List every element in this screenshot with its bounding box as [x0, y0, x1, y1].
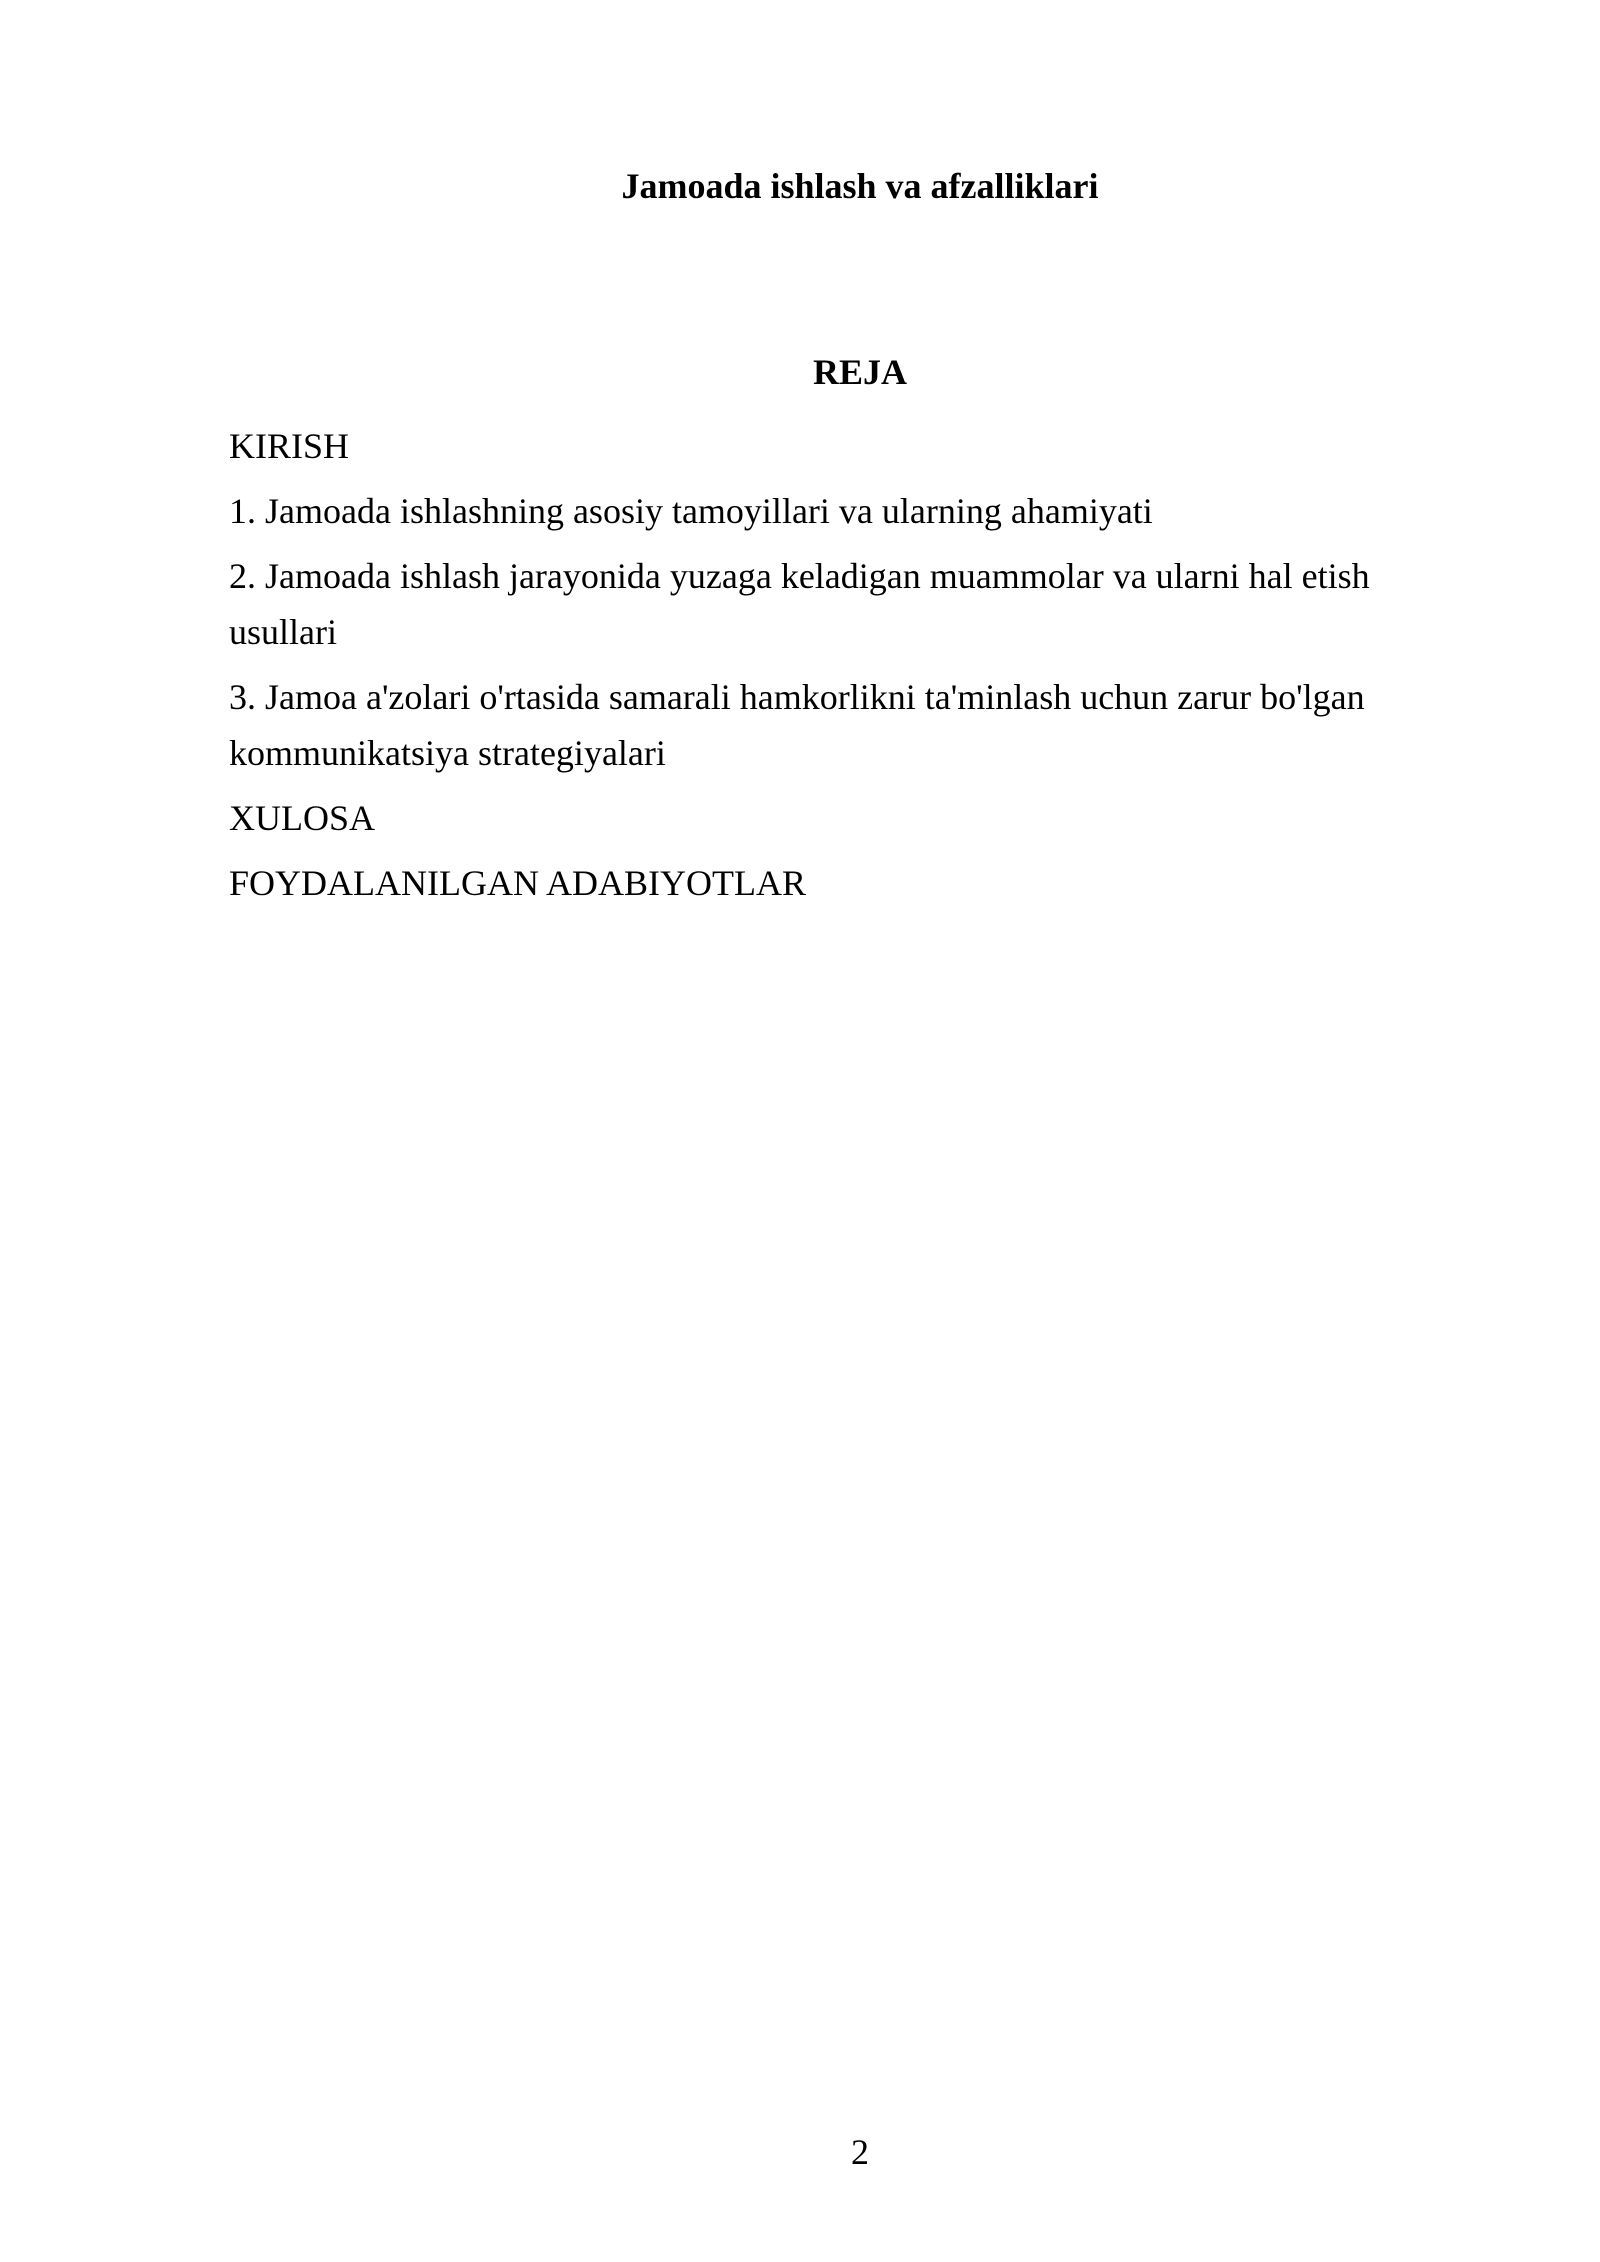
plan-heading: REJA	[812, 352, 907, 392]
plan-item-1: 1. Jamoada ishlashning asosiy tamoyillari va ularning ahamiyati	[229, 491, 1153, 531]
plan-item-references: FOYDALANILGAN ADABIYOTLAR	[229, 863, 806, 903]
plan-item-conclusion: XULOSA	[229, 798, 376, 838]
document-title: Jamoada ishlash va afzalliklari	[621, 166, 1099, 206]
page-number: 2	[851, 2132, 869, 2172]
plan-item-introduction: KIRISH	[229, 426, 350, 466]
plan-item-3: 3. Jamoa a'zolari o'rtasida samarali hamkorlikni ta'minlash uchun zarur bo'lgan kommunikatsiya strategiyalari	[229, 677, 1365, 773]
plan-item-2: 2. Jamoada ishlash jarayonida yuzaga keladigan muammolar va ularni hal etish usullari	[229, 556, 1370, 652]
plan-list	[229, 418, 1439, 920]
